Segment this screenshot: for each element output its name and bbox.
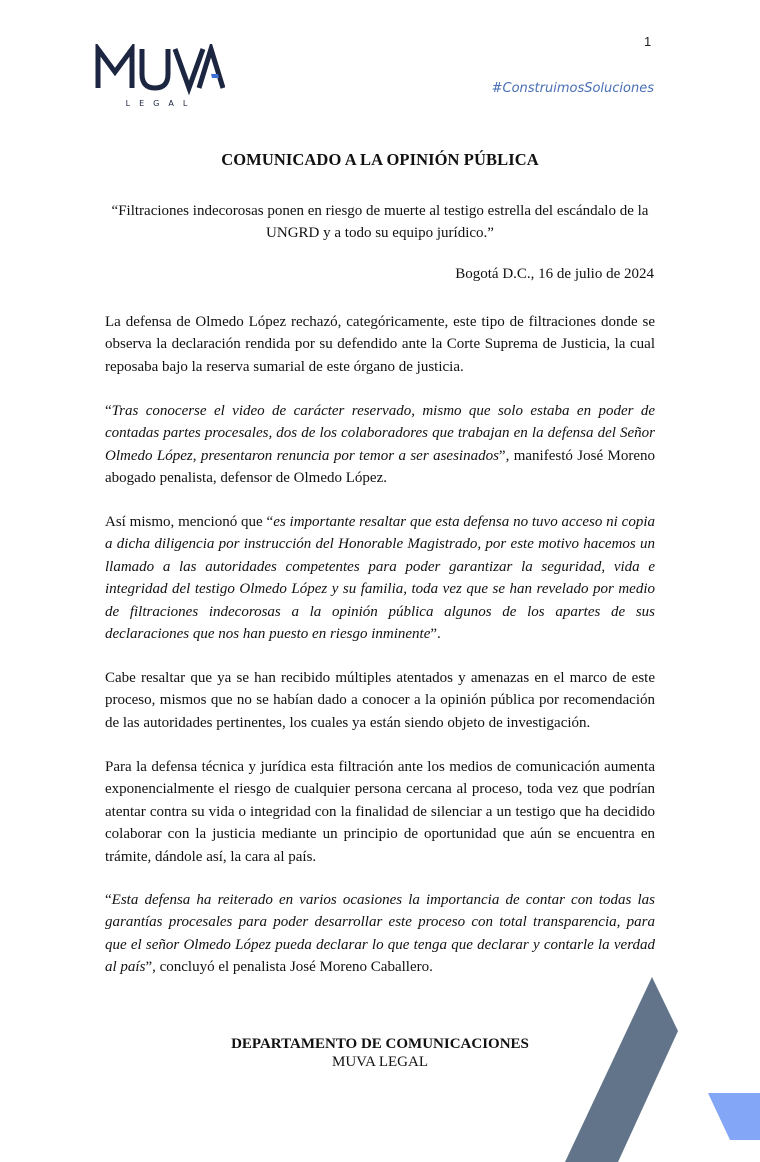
paragraph-6 [105, 889, 655, 979]
document-title: COMUNICADO A LA OPINIÓN PÚBLICA [221, 150, 539, 169]
quote-attribution: ”, concluyó el penalista José Moreno Caballero. [145, 959, 433, 976]
quote-open: “ [105, 403, 112, 419]
paragraph-1: La defensa de Olmedo López rechazó, categóricamente, este tipo de filtraciones donde se observa la declaración rendida por su defendido ante la Corte Suprema de Justicia, la cual reposaba bajo la reserva sumarial de este órgano de justicia. [105, 314, 655, 375]
paragraph-2 [105, 400, 655, 490]
paragraph-3 [105, 511, 655, 645]
quote-close: ”. [430, 626, 441, 643]
signature-firm: MUVA LEGAL [332, 1054, 428, 1070]
signature-department: DEPARTAMENTO DE COMUNICACIONES [231, 1036, 529, 1052]
muva-legal-logo [95, 44, 225, 110]
decorative-blue-trapezoid [708, 1093, 760, 1140]
logo-subtext: LEGAL [125, 99, 197, 108]
paragraph-5: Para la defensa técnica y jurídica esta filtración ante los medios de comunicación aumenta exponencialmente el riesgo de cualquier persona cercana al proceso, toda vez que podrían atentar contra su vida o integridad con la finalidad de silenciar a un testigo que ha decidido colaborar con la justicia mediante un principio de oportunidad que aún se encuentra en trámite, dándole así, la cara al país. [105, 759, 655, 865]
quote-lead: Así mismo, mencionó que “ [105, 514, 274, 530]
paragraph-4: Cabe resaltar que ya se han recibido múltiples atentados y amenazas en el marco de este proceso, mismos que no se habían dado a conocer a la opinión pública por recomendación de las autoridades pertinentes, los cuales ya están siendo objeto de investigación. [105, 670, 655, 731]
quote-text: Esta defensa ha reiterado en varios ocasiones la importancia de contar con todas las garantías procesales para poder desarrollar este proceso con total transparencia, para que el señor Olmedo López pueda declarar lo que tenga que declarar y contarle la verdad al país [105, 892, 655, 976]
quote-attribution: ”, manifestó José Moreno abogado penalista, defensor de Olmedo López. [105, 447, 655, 487]
quote-text: es importante resaltar que esta defensa no tuvo acceso ni copia a dicha diligencia por instrucción del Honorable Magistrado, por este motivo hacemos un llamado a las autoridades competentes para poder garantizar la seguridad, vida e integridad del testigo Olmedo López y su familia, toda vez que se han revelado por medio de filtraciones indecorosas a la opinión pública algunos de los apartes de sus declaraciones que nos han puesto en riesgo inminente [105, 514, 655, 643]
quote-text: Tras conocerse el video de carácter reservado, mismo que solo estaba en poder de contadas partes procesales, dos de los colaboradores que trabajan en la defensa del Señor Olmedo López, presentaron renuncia por temor a ser asesinados [105, 403, 655, 464]
document-subtitle: “Filtraciones indecorosas ponen en riesgo de muerte al testigo estrella del escándalo de la UNGRD y a todo su equipo jurídico.” [111, 203, 649, 241]
page-number: 1 [644, 34, 652, 49]
dateline: Bogotá D.C., 16 de julio de 2024 [455, 266, 654, 282]
tagline: #ConstruimosSoluciones [491, 81, 654, 96]
quote-open: “ [105, 892, 112, 908]
